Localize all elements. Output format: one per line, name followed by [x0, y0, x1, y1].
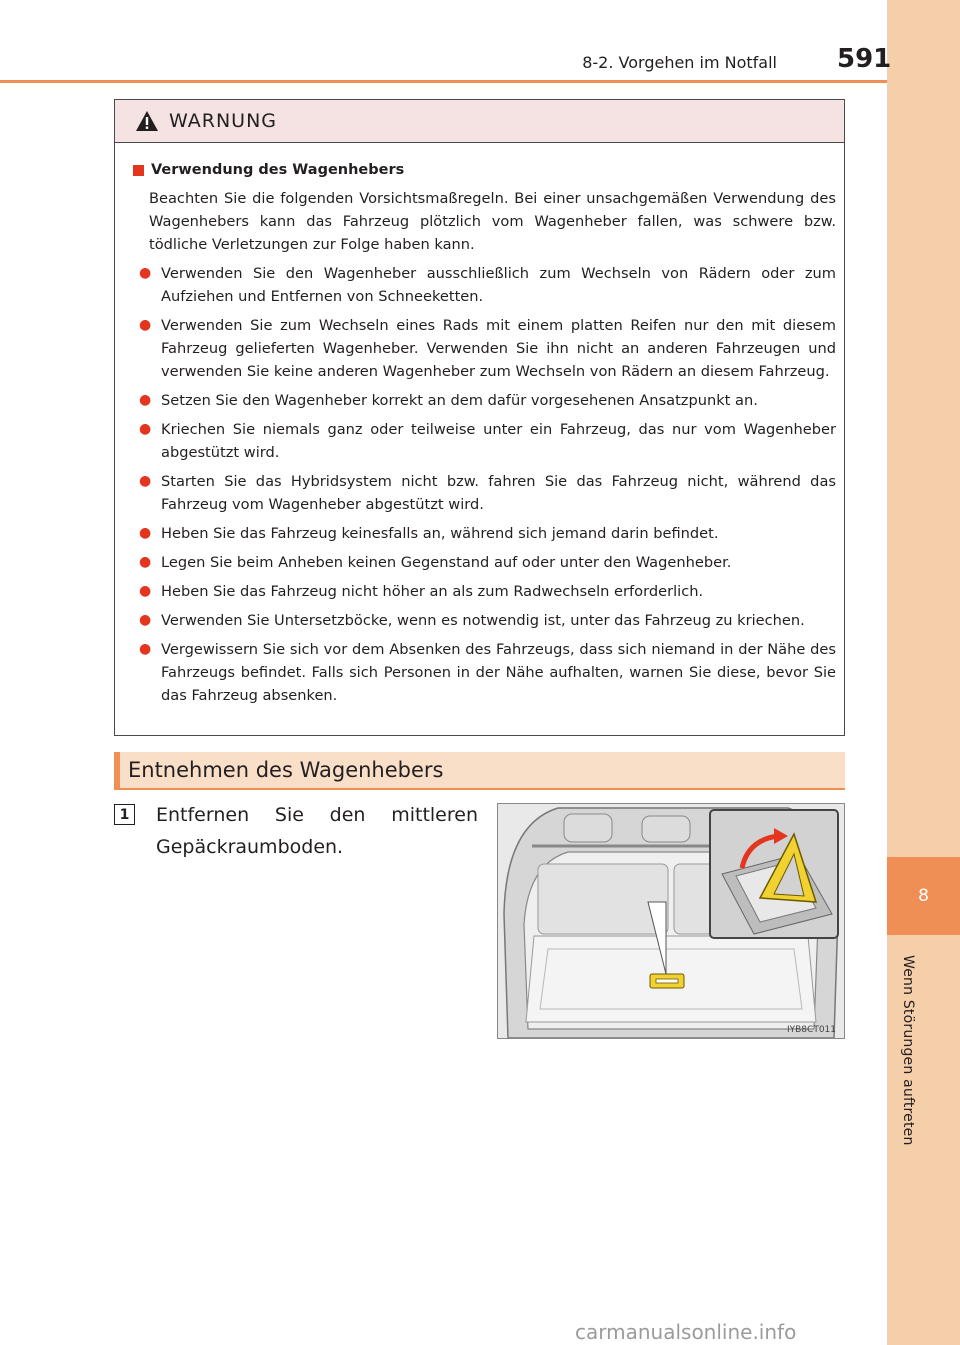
list-item-text: Legen Sie beim Anheben keinen Gegenstand auf oder unter den Wagenheber.: [161, 554, 732, 571]
list-item: [133, 580, 836, 603]
list-item-text: Verwenden Sie den Wagenheber ausschließlich zum Wechseln von Rädern oder zum Aufziehen und Entfernen von Schneeketten.: [161, 265, 836, 305]
list-item: [133, 389, 836, 412]
section-heading-bar: [114, 752, 845, 790]
bullet-dot-icon: ●: [139, 583, 152, 599]
luggage-compartment-figure: [497, 803, 845, 1039]
bullet-dot-icon: ●: [139, 392, 152, 408]
list-item: [133, 609, 836, 632]
list-item: [133, 522, 836, 545]
luggage-compartment-illustration: [498, 804, 844, 1038]
list-item-text: Starten Sie das Hybridsystem nicht bzw. fahren Sie das Fahrzeug nicht, während das Fahrzeug vom Wagenheber abgestützt wird.: [161, 473, 836, 513]
list-item: [133, 314, 836, 383]
bullet-dot-icon: ●: [139, 421, 152, 437]
warning-box: [114, 99, 845, 736]
bullet-dot-icon: ●: [139, 317, 152, 333]
header-section-title: 8-2. Vorgehen im Notfall: [582, 53, 777, 72]
step-number: 1: [114, 804, 135, 825]
bullet-dot-icon: ●: [139, 473, 152, 489]
chapter-label: Wenn Störungen auftreten: [900, 954, 916, 1146]
bullet-dot-icon: ●: [139, 554, 152, 570]
warning-intro: Beachten Sie die folgenden Vorsichtsmaßregeln. Bei einer unsachgemäßen Verwendung des Wagenhebers kann das Fahrzeug plötzlich vom Wagenheber fallen, was schwere bzw. tödliche Verletzungen zur Folge haben kann.: [149, 190, 836, 253]
list-item: [133, 551, 836, 574]
chapter-number: 8: [887, 857, 960, 935]
figure-code: IYB8CT011: [786, 1025, 836, 1035]
warning-triangle-icon: [135, 110, 159, 132]
list-item: [133, 262, 836, 308]
list-item: [133, 638, 836, 707]
list-item: [133, 470, 836, 516]
header-rule: [0, 80, 887, 83]
warning-body: [115, 143, 844, 707]
bullet-dot-icon: ●: [139, 641, 152, 657]
list-item-text: Verwenden Sie Untersetzböcke, wenn es notwendig ist, unter das Fahrzeug zu kriechen.: [161, 612, 805, 629]
list-item-text: Kriechen Sie niemals ganz oder teilweise unter ein Fahrzeug, das nur vom Wagenheber abgestützt wird.: [161, 421, 836, 461]
warning-header: [115, 100, 844, 143]
warning-title: WARNUNG: [169, 110, 278, 132]
section-title: Entnehmen des Wagenhebers: [128, 758, 444, 782]
list-item-text: Heben Sie das Fahrzeug keinesfalls an, während sich jemand darin befindet.: [161, 525, 719, 542]
warning-subheading: [133, 159, 836, 182]
list-item-text: Vergewissern Sie sich vor dem Absenken des Fahrzeugs, dass sich niemand in der Nähe des Fahrzeugs befindet. Falls sich Personen in der Nähe aufhalten, warnen Sie diese, bevor Sie das Fahrzeug absenken.: [161, 641, 836, 704]
bullet-dot-icon: ●: [139, 612, 152, 628]
list-item: [133, 418, 836, 464]
list-item-text: Setzen Sie den Wagenheber korrekt an dem dafür vorgesehenen Ansatzpunkt an.: [161, 392, 758, 409]
page-number: 591: [837, 44, 892, 74]
step-text: Entfernen Sie den mittleren Gepäckraumboden.: [156, 804, 478, 858]
watermark: carmanualsonline.info: [575, 1320, 797, 1344]
square-bullet-icon: [133, 165, 144, 176]
bullet-dot-icon: ●: [139, 265, 152, 281]
warning-subheading-text: Verwendung des Wagenhebers: [151, 162, 405, 178]
list-item-text: Verwenden Sie zum Wechseln eines Rads mit einem platten Reifen nur den mit diesem Fahrzeug gelieferten Wagenheber. Verwenden Sie ihn nicht an anderen Fahrzeugen und verwenden Sie keine anderen Wagenheber zum Wechseln von Rädern an diesem Fahrzeug.: [161, 317, 836, 380]
list-item-text: Heben Sie das Fahrzeug nicht höher an als zum Radwechseln erforderlich.: [161, 583, 704, 600]
bullet-dot-icon: ●: [139, 525, 152, 541]
